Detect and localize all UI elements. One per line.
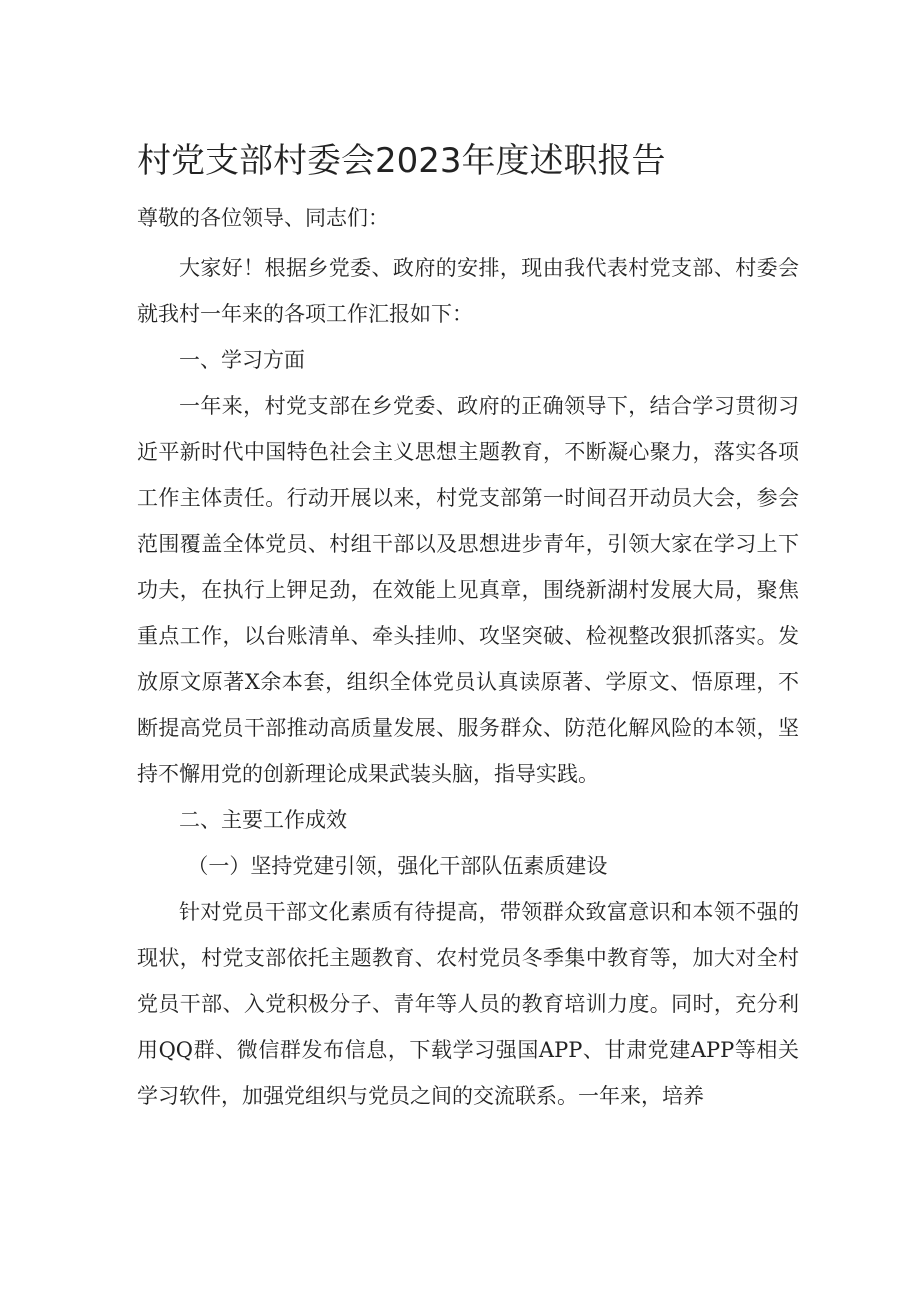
paragraph-study: 一年来，村党支部在乡党委、政府的正确领导下，结合学习贯彻习近平新时代中国特色社会主义思想主题教育，不断凝心聚力，落实各项工作主体责任。行动开展以来，村党支部第一时间召开动员大会，参会范围覆盖全体党员、村组干部以及思想进步青年，引领大家在学习上下功夫，在执行上钾足劲，在效能上见真章，围绕新湖村发展大局，聚焦重点工作，以台账清单、牵头挂帅、攻坚突破、检视整改狠抓落实。发放原文原著X余本套，组织全体党员认真读原著、学原文、悟原理，不断提高党员干部推动高质量发展、服务群众、防范化解风险的本领，坚持不懈用党的创新理论成果武装头脑，指导实践。 xyxy=(137,394,799,786)
section-heading-study: 一、学习方面 xyxy=(179,348,305,372)
document-title: 村党支部村委会2023年度述职报告 xyxy=(137,141,666,181)
salutation: 尊敬的各位领导、同志们： xyxy=(137,206,389,230)
section-heading-results: 二、主要工作成效 xyxy=(179,808,347,832)
paragraph-party-building: 针对党员干部文化素质有待提高，带领群众致富意识和本领不强的现状，村党支部依托主题教育、农村党员冬季集中教育等，加大对全村党员干部、入党积极分子、青年等人员的教育培训力度。同时，充分利用QQ群、微信群发布信息，下载学习强国APP、甘肃党建APP等相关学习软件，加强党组织与党员之间的交流联系。一年来，培养 xyxy=(137,900,799,1108)
paragraph-intro: 大家好！根据乡党委、政府的安排，现由我代表村党支部、村委会就我村一年来的各项工作汇报如下： xyxy=(137,256,799,326)
document-body xyxy=(137,195,799,1119)
subsection-heading-party-building: （一）坚持党建引领，强化干部队伍素质建设 xyxy=(187,854,608,878)
